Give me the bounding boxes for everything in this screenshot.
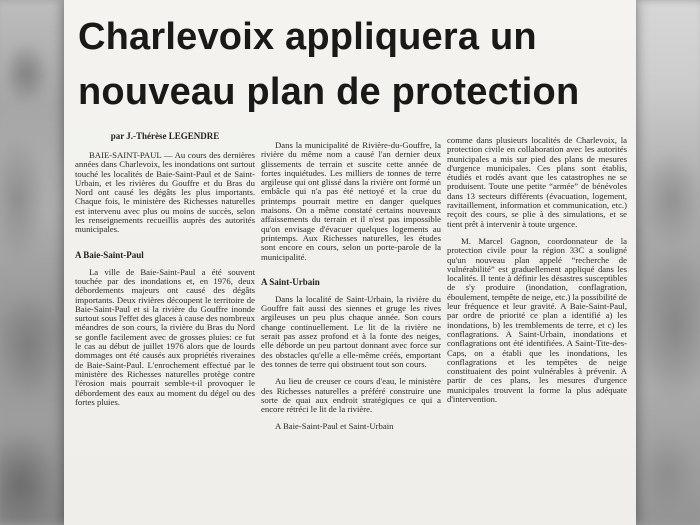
headline-line-2: nouveau plan de protection [78,71,580,113]
paragraph-quai: Au lieu de creuser ce cours d'eau, le ministère des Richesses naturelles a préféré construire une sorte de quai aux endroit stratégiques ce qui a encore rétréci le lit de la rivière. [261,376,441,415]
article-headline [78,10,632,120]
paragraph-baie-saint-paul: La ville de Baie-Saint-Paul a été souvent touchée par des inondations et, en 1976, deux débordements majeurs ont causé des dégâts importants. Deux rivières découpent le territoire de Baie-Saint-Paul et si la rivière du Gouffre inonde surtout sous l'effet des glaces à cause des nombreux méandres de son cours, la rivière du Bras du Nord se gonfle facilement avec de grosses pluies: ce fut le cas au début de juillet 1976 alors que de lourds dommages ont été causés aux propriétés riveraines de Baie-Saint-Paul. L'enrochement effectué par le ministère des Richesses naturelles protège contre l'érosion mais pourrait semble-t-il provoquer le débordement des eaux au moment du dégel ou des fortes pluies. [75,266,255,407]
blurred-background-right [632,0,700,525]
byline: par J.-Thérèse LEGENDRE [110,131,220,141]
article-body [75,131,627,525]
paragraph-protection-civile: comme dans plusieurs localités de Charlevoix, la protection civile en collaboration avec les autorités municipales a mis sur pied des plans de mesures d'urgence municipales. Ces plans sont établis, étudiés et rodés avant que les catastrophes ne se produisent. Toute une petite “armée” de bénévoles dans 13 secteurs différents (évacuation, logement, ravitaillement, information et communication, etc.) reçoit des cours, se plie à des simulations, et se tient prêt à intervenir à toute urgence. [447,135,627,229]
paragraph-marcel-gagnon: M. Marcel Gagnon, coordonnateur de la protection civile pour la région 33C a souligné qu'un nouveau plan appelé “recherche de vulnérabilité” est graduellement appliqué dans les localités. Il tente à définir les désastres susceptibles de s'y produire (inondation, conflagration, éboulement, tempête de neige, etc.) la possibilité de leur fréquence et leur gravité. A Baie-Saint-Paul, par ordre de priorité ce plan a identifié a) les inondations, b) les tremblements de terre, et c) les conflagrations. A Saint-Urbain, inondations et conflagrations ont été identifiées. A Saint-Tite-des-Caps, on a établi que les inondations, les conflagrations et les tempêtes de neige constituaient des point vulnérables à prévenir. A partir de ces plans, les mesures d'urgence municipales trouvent la forme la plus adéquate d'intervention. [447,235,627,405]
subhead-a-baie-saint-paul: A Baie-Saint-Paul [75,249,144,260]
column-2 [261,131,441,525]
column-1 [75,131,255,525]
headline-line-1: Charlevoix appliquera un [78,16,537,58]
subhead-a-saint-urbain: A Saint-Urbain [261,276,320,287]
paragraph-lead: BAIE-SAINT-PAUL — Au cours des dernières années dans Charlevoix, les inondations ont surtout touché les localités de Baie-Saint-Paul et de Saint-Urbain, et les rivières du Gouffre et du Bras du Nord ont causé les dégâts les plus importants. Chaque fois, le ministère des Richesses naturelles est intervenu avec plus ou moins de succès, selon les renseignements recueillis auprès des autorités municipales. [75,150,255,235]
paragraph-saint-urbain: Dans la localité de Saint-Urbain, la rivière du Gouffre fait aussi des siennes et gruge les rives argileuses un peu plus chaque année. Son cours change continuellement. Le lit de la rivière ne serait pas assez profond et à la fonte des neiges, elle déborde un peu partout donnant avec force sur des obstacles qu'elle a elle-même créés, emportant des tonnes de terre qui obstruent tout son cours. [261,293,441,369]
catchline: A Baie-Saint-Paul et Saint-Urbain [275,421,394,432]
column-3 [447,131,627,525]
newspaper-page [64,0,636,525]
paragraph-riviere-du-gouffre: Dans la municipalité de Rivière-du-Gouffre, la rivière du même nom a causé l'an dernier deux glissements de terrain et suscite cette année de fortes inquiétudes. Les milliers de tonnes de terre argileuse qui ont glissé dans la rivière ont formé un embâcle qui n'a pas été nettoyé et la crue du printemps pourrait mettre en danger quelques maisons. On a même constaté certains nouveaux affaissements du terrain et il n'est pas impossible qu'on envisage d'évacuer quelques logements au printemps. Aux Richesses naturelles, les études sont encore en cours, selon un porte-parole de la municipalité. [261,140,441,262]
blurred-background-left [0,0,68,525]
